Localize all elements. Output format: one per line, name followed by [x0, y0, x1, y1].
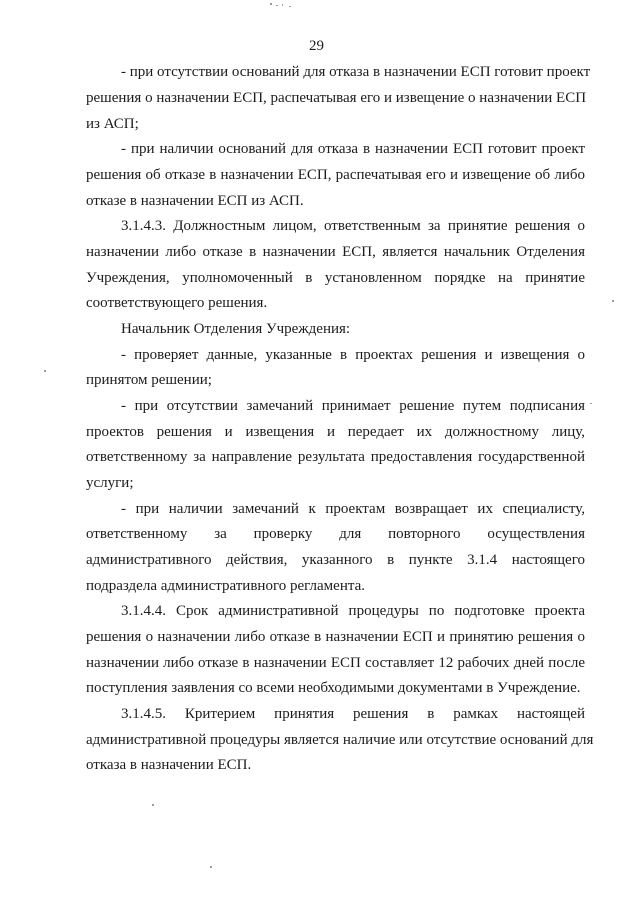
text-line: Учреждения, уполномоченный в установленном порядке на принятие	[86, 270, 585, 286]
text-line: 3.1.4.3. Должностным лицом, ответственным за принятие решения о	[121, 218, 585, 234]
scan-speck	[590, 403, 592, 404]
text-line: - при отсутствии оснований для отказа в назначении ЕСП готовит проект	[121, 64, 591, 80]
scan-speck	[612, 300, 614, 302]
scan-speck	[282, 4, 283, 6]
text-line: назначении либо отказе в назначении ЕСП составляет 12 рабочих дней после	[86, 655, 585, 671]
text-line: - проверяет данные, указанные в проектах решения и извещения о	[121, 347, 585, 363]
text-line: Начальник Отделения Учреждения:	[121, 321, 351, 337]
scan-speck	[44, 370, 46, 372]
text-line: проектов решения и извещения и передает их должностному лицу,	[86, 424, 585, 440]
text-line: подраздела административного регламента.	[86, 578, 365, 594]
scan-speck	[210, 866, 212, 868]
text-line: решения о назначении либо отказе в назначении ЕСП и принятию решения о	[86, 629, 585, 645]
text-line: услуги;	[86, 475, 134, 491]
text-line: ответственному за проверку для повторного осуществления	[86, 526, 585, 542]
text-line: - при наличии замечаний к проектам возвращает их специалисту,	[121, 501, 585, 517]
text-line: 3.1.4.5. Критерием принятия решения в рамках настоящей	[121, 706, 585, 722]
text-line: отказе в назначении ЕСП из АСП.	[86, 193, 304, 209]
page-number: 29	[309, 38, 324, 54]
scan-speck	[289, 6, 291, 7]
scan-speck	[270, 3, 272, 5]
text-line: принятом решении;	[86, 372, 212, 388]
scan-speck	[152, 804, 154, 806]
text-line: 3.1.4.4. Срок административной процедуры по подготовке проекта	[121, 603, 585, 619]
text-line: административного действия, указанного в пункте 3.1.4 настоящего	[86, 552, 585, 568]
text-line: поступления заявления со всеми необходимыми документами в Учреждение.	[86, 680, 581, 696]
text-line: ответственному за направление результата предоставления государственной	[86, 449, 585, 465]
text-line: - при отсутствии замечаний принимает решение путем подписания	[121, 398, 585, 414]
text-line: из АСП;	[86, 116, 139, 132]
text-line: отказа в назначении ЕСП.	[86, 757, 252, 773]
text-line: решения о назначении ЕСП, распечатывая его и извещение о назначении ЕСП	[86, 90, 587, 106]
text-line: соответствующего решения.	[86, 295, 268, 311]
text-line: административной процедуры является наличие или отсутствие оснований для	[86, 732, 594, 748]
text-line: назначении либо отказе в назначении ЕСП, является начальник Отделения	[86, 244, 585, 260]
text-line: решения об отказе в назначении ЕСП, распечатывая его и извещение об либо	[86, 167, 585, 183]
scan-speck	[276, 5, 278, 6]
text-line: - при наличии оснований для отказа в назначении ЕСП готовит проект	[121, 141, 585, 157]
